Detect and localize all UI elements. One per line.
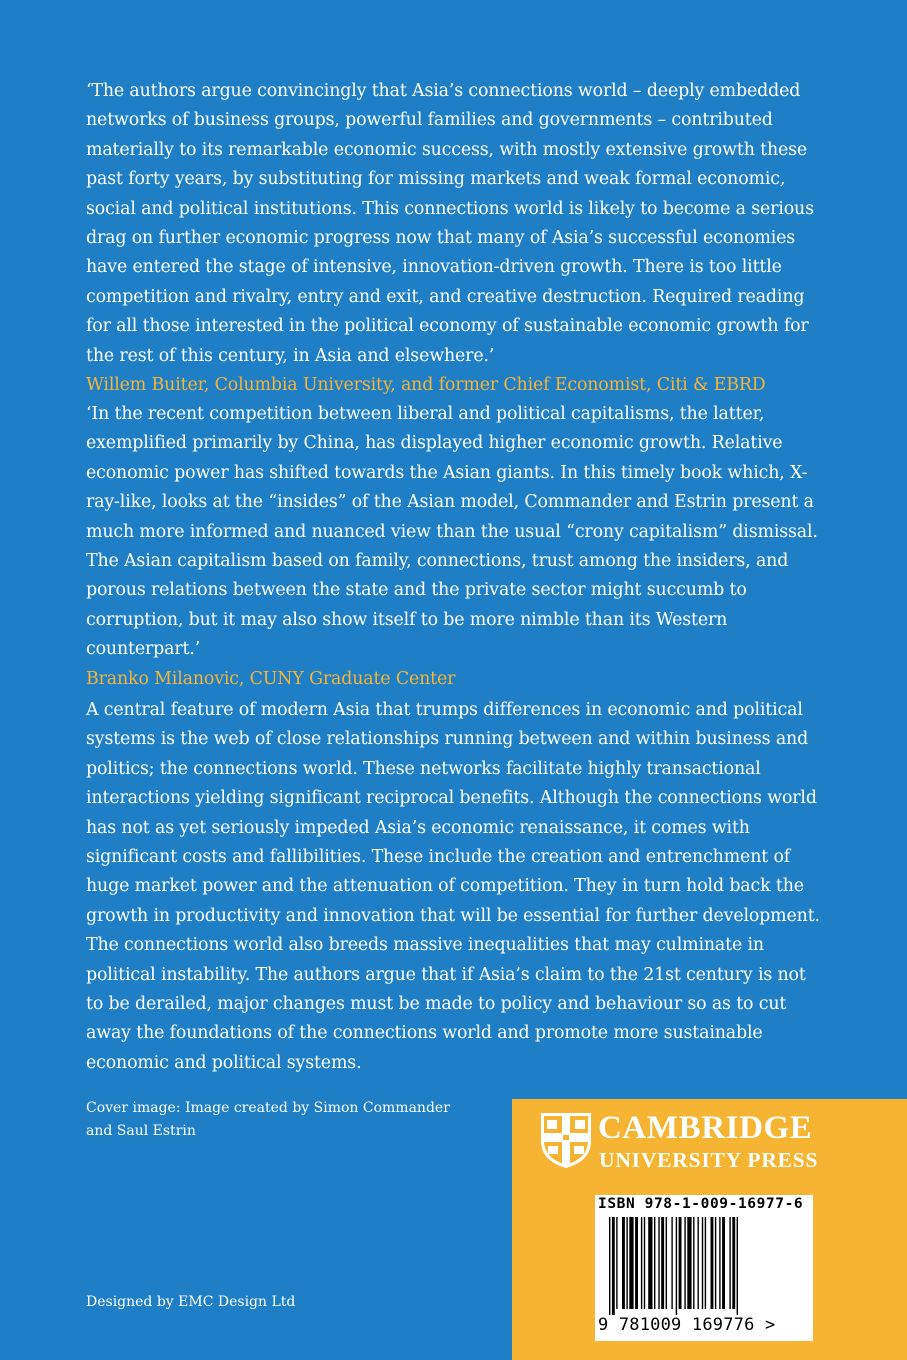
designer-credit: Designed by EMC Design Ltd <box>86 1294 296 1310</box>
quote-text: ‘In the recent competition between liberal and political capitalisms, the latter, exemplified primarily by China, has displayed higher economic growth. Relative economic power has shifted towards the Asian giants. In this timely book which, X-ray-like, looks at the “insides” of the Asian model, Commander and Estrin present a much more informed and nuanced view than the usual “crony capitalism” dismissal. The Asian capitalism based on family, connections, trust among the insiders, and porous relations between the state and the private sector might succumb to corruption, but it may also show itself to be more nimble than its Western counterpart.’ <box>86 404 818 660</box>
barcode-digits: 9 781009 169776 > <box>598 1315 776 1335</box>
publisher-panel <box>512 1099 907 1360</box>
quote-buiter <box>86 77 826 400</box>
cambridge-crest-icon <box>539 1111 593 1169</box>
quote-attribution: Branko Milanovic, CUNY Graduate Center <box>86 668 456 689</box>
description-text: A central feature of modern Asia that trumps differences in economic and political systems is the web of close relationships running between and within business and politics; the connections world. These networks facilitate highly transactional interactions yielding significant reciprocal benefits. Although the connections world has not as yet seriously impeded Asia’s economic renaissance, it comes with significant costs and fallibilities. These include the creation and entrenchment of huge market power and the attenuation of competition. They in turn hold back the growth in productivity and innovation that will be essential for further development. The connections world also breeds massive inequalities that may culminate in political instability. The authors argue that if Asia’s claim to the 21st century is not to be derailed, major changes must be made to policy and behaviour so as to cut away the foundations of the connections world and promote more sustainable economic and political systems. <box>86 700 820 1073</box>
cover-image-credit: Cover image: Image created by Simon Commander and Saul Estrin <box>86 1100 450 1139</box>
quote-attribution: Willem Buiter, Columbia University, and former Chief Economist, Citi & EBRD <box>86 375 766 396</box>
quote-text: ‘The authors argue convincingly that Asia’s connections world – deeply embedded networks of business groups, powerful families and governments – contributed materially to its remarkable economic success, with mostly extensive growth these past forty years, by substituting for missing markets and weak formal economic, social and political institutions. This connections world is likely to become a serious drag on further economic progress now that many of Asia’s successful economies have entered the stage of intensive, innovation-driven growth. There is too little competition and rivalry, entry and exit, and creative destruction. Required reading for all those interested in the political economy of sustainable economic growth for the rest of this century, in Asia and elsewhere.’ <box>86 81 814 366</box>
barcode-bars <box>595 1217 813 1315</box>
book-description <box>86 696 826 1078</box>
publisher-subtitle: UNIVERSITY PRESS <box>599 1148 819 1172</box>
quote-milanovic <box>86 400 826 694</box>
barcode <box>595 1195 813 1341</box>
publisher-name: CAMBRIDGE <box>598 1110 813 1146</box>
isbn-label: ISBN 978-1-009-16977-6 <box>598 1196 804 1212</box>
